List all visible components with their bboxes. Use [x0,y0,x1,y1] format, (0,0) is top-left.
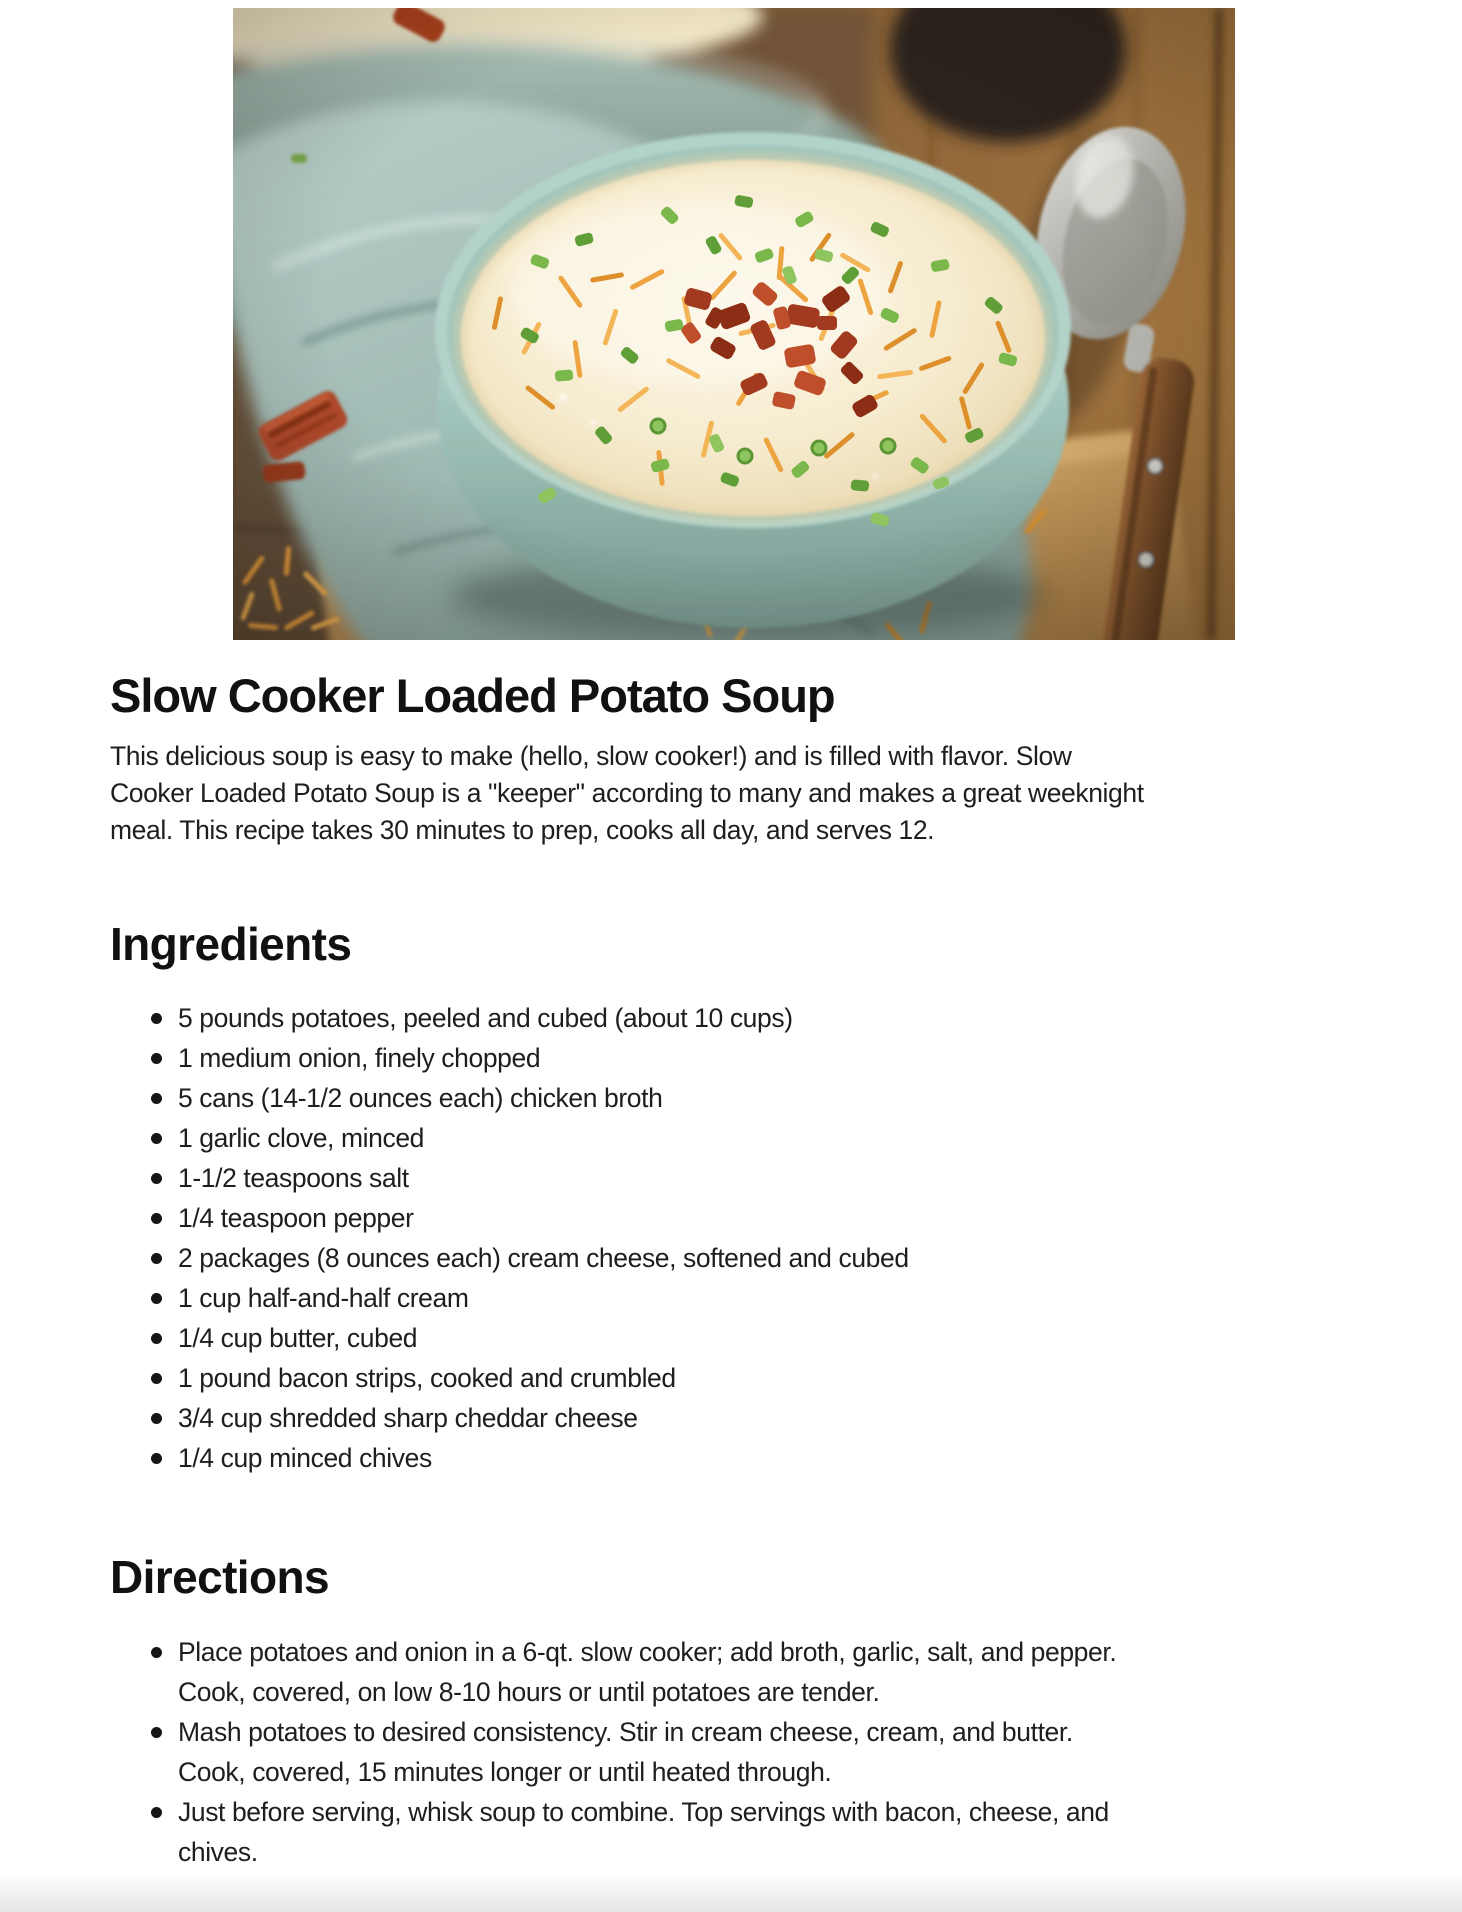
ingredient-item: 1 cup half-and-half cream [110,1278,1138,1318]
recipe-content [110,670,1360,1872]
directions-heading: Directions [110,1551,329,1604]
ingredient-item: 1/4 teaspoon pepper [110,1198,1138,1238]
vignette-overlay [233,8,1235,640]
recipe-title: Slow Cooker Loaded Potato Soup [110,669,835,722]
direction-step: Place potatoes and onion in a 6-qt. slow cooker; add broth, garlic, salt, and pepper. Cook, covered, on low 8-10 hours or until potatoes are tender. [110,1632,1138,1712]
ingredients-heading: Ingredients [110,917,352,970]
ingredient-item: 1/4 cup butter, cubed [110,1318,1138,1358]
ingredient-item: 1/4 cup minced chives [110,1438,1138,1478]
recipe-hero-image [233,8,1235,640]
bottom-fade [0,1874,1462,1912]
ingredient-item: 1 medium onion, finely chopped [110,1038,1138,1078]
ingredient-item: 3/4 cup shredded sharp cheddar cheese [110,1398,1138,1438]
ingredient-item: 1 garlic clove, minced [110,1118,1138,1158]
ingredient-item: 1-1/2 teaspoons salt [110,1158,1138,1198]
recipe-description: This delicious soup is easy to make (hello, slow cooker!) and is filled with flavor. Slow Cooker Loaded Potato Soup is a "keeper" according to many and makes a great weeknight meal. This recipe takes 30 minutes to prep, cooks all day, and serves 12. [110,740,1144,845]
ingredient-item: 2 packages (8 ounces each) cream cheese, softened and cubed [110,1238,1138,1278]
directions-list [110,1632,1360,1872]
ingredient-item: 5 cans (14-1/2 ounces each) chicken broth [110,1078,1138,1118]
ingredients-list [110,998,1360,1478]
direction-step: Mash potatoes to desired consistency. Stir in cream cheese, cream, and butter. Cook, covered, 15 minutes longer or until heated through. [110,1712,1138,1792]
direction-step: Just before serving, whisk soup to combine. Top servings with bacon, cheese, and chives. [110,1792,1138,1872]
ingredient-item: 1 pound bacon strips, cooked and crumbled [110,1358,1138,1398]
ingredient-item: 5 pounds potatoes, peeled and cubed (about 10 cups) [110,998,1138,1038]
potato-soup-photo [233,8,1235,640]
